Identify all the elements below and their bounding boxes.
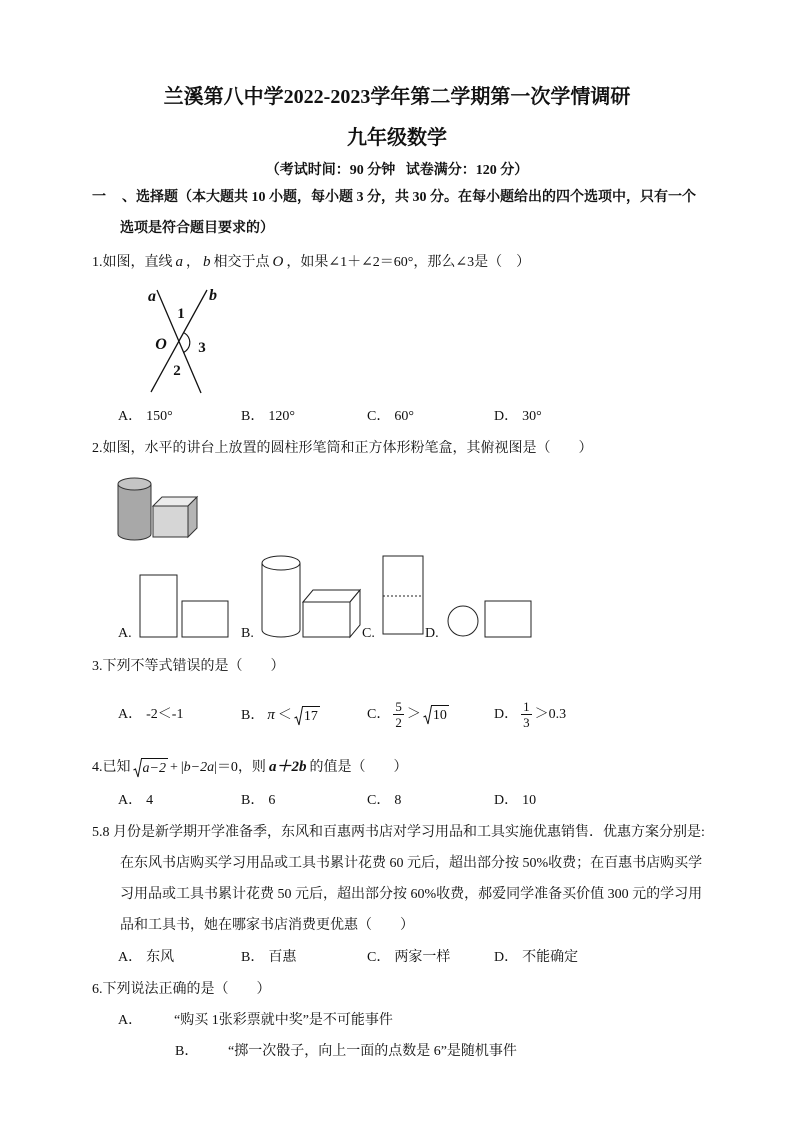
option-label: A．: [118, 793, 143, 808]
option-c-rect: [383, 556, 423, 634]
angle-3-arc: [183, 333, 190, 353]
option-label: A．: [118, 707, 143, 722]
option-b-cube-front: [303, 602, 350, 637]
cylinder-top: [118, 478, 151, 490]
option-a-wide-rect: [182, 601, 228, 637]
option-label: B．: [241, 409, 265, 424]
q1-var-o: O: [272, 254, 284, 270]
q3-option-a: [118, 697, 183, 733]
option-label: C．: [367, 793, 391, 808]
plus-sign: +: [169, 760, 178, 775]
equals-zero: ＝0: [216, 760, 238, 775]
cube-front-face: [153, 506, 188, 537]
option-label: C．: [367, 950, 391, 965]
numerator: 5: [395, 699, 402, 715]
option-label: C．: [367, 707, 391, 722]
exam-title: 兰溪第八中学2022-2023学年第二学期第一次学情调研: [163, 86, 631, 108]
q3-option-b: [241, 697, 322, 733]
option-text: 150°: [146, 409, 173, 424]
q3-stem: 3.下列不等式错误的是（ ）: [92, 659, 285, 674]
q5-stem-line2: 在东风书店购买学习用品或工具书累计花费 60 元后，超出部分按 50%收费；在百惠书店购买学: [120, 856, 703, 871]
option-text: -2＜-1: [146, 707, 184, 722]
option-label: D．: [494, 950, 519, 965]
q4-stem: [92, 749, 407, 785]
point-o-label: O: [155, 336, 167, 353]
radical-sign-icon: [423, 705, 432, 725]
denominator: 3: [523, 715, 530, 731]
q4-mid: ，则: [237, 760, 266, 775]
option-d-circle: [448, 606, 478, 636]
q1-var-b: b: [203, 254, 211, 270]
option-label: D．: [494, 707, 519, 722]
option-label: A．: [118, 950, 143, 965]
option-label: B．: [241, 708, 265, 723]
pi-symbol: π: [267, 707, 275, 723]
q4-option-c: [367, 791, 401, 811]
option-text: 两家一样: [394, 950, 451, 965]
q6-option-b-text: “掷一次骰子，向上一面的点数是 6”是随机事件: [228, 1044, 517, 1059]
option-text: 60°: [394, 409, 414, 424]
q1-option-c: [367, 407, 414, 427]
option-label: B．: [241, 793, 265, 808]
section-one-heading: [92, 188, 696, 208]
numerator: 1: [523, 699, 530, 715]
q2-option-c-label: C.: [362, 626, 375, 641]
radical-sign-icon: [294, 706, 303, 726]
q1-var-a: a: [175, 254, 183, 270]
option-b-cylinder-top: [262, 556, 300, 570]
exam-subtitle: 九年级数学: [347, 127, 447, 149]
q4-option-b: [241, 791, 275, 811]
q1-comma: ，: [186, 255, 200, 270]
option-text: 10: [522, 793, 537, 808]
q4-tail: 的值是（ ）: [309, 760, 408, 775]
q3-option-c: [367, 697, 451, 733]
radicand: 17: [303, 706, 320, 726]
option-b-cylinder-body: [262, 563, 300, 637]
q4-expression: a＋2b: [268, 759, 307, 775]
q4-lead: 4.已知: [92, 760, 131, 775]
option-text: 8: [394, 793, 402, 808]
q2-option-a-figure: [140, 575, 228, 637]
option-text: 不能确定: [522, 950, 579, 965]
q5-stem-line4: 品和工具书，她在哪家书店消费更优惠（ ）: [120, 918, 414, 933]
q2-options-figures: [130, 548, 540, 643]
abs-open: |: [180, 760, 184, 775]
cylinder-body: [118, 484, 151, 540]
option-text: 4: [146, 793, 154, 808]
radicand: 10: [432, 705, 449, 725]
sqrt-10: [423, 705, 449, 725]
sqrt-17: [294, 706, 320, 726]
label-b: b: [209, 287, 217, 304]
rhs-value: 0.3: [548, 707, 567, 722]
label-a: a: [148, 288, 156, 305]
section-number: 一: [92, 190, 106, 205]
option-a-tall-rect: [140, 575, 177, 637]
q5-stem-line3: 习用品或工具书累计花费 50 元后，超出部分按 60%收费，郝爱同学准备买价值 300 元的学习用: [120, 887, 703, 902]
section-heading-line1: 、选择题（本大题共 10 小题，每小题 3 分，共 30 分。在每小题给出的四个选项中，只有一个: [122, 190, 696, 205]
option-label: B．: [241, 950, 265, 965]
angle-3-label: 3: [198, 340, 206, 356]
option-label: A．: [118, 409, 143, 424]
option-text: 120°: [268, 409, 295, 424]
option-d-rect: [485, 601, 531, 637]
q6-option-a-text: “购买 1张彩票就中奖”是不可能事件: [174, 1013, 393, 1028]
q1-lead: 1.如图，直线: [92, 255, 173, 270]
q5-option-c: [367, 948, 450, 968]
q5-option-a: [118, 948, 174, 968]
angle-1-label: 1: [177, 306, 185, 322]
q2-option-c-figure: [383, 556, 423, 634]
q1-tail: ，如果∠1＋∠2＝60°，那么∠3是（ ）: [286, 255, 531, 270]
abs-close: |: [214, 760, 217, 775]
option-label: C．: [367, 409, 391, 424]
abs-inner: b−2a: [183, 760, 215, 775]
q1-stem: [92, 252, 530, 273]
option-text: 百惠: [268, 950, 297, 965]
q6-option-b-label: B．: [175, 1044, 199, 1059]
fraction-5-2: [393, 699, 404, 730]
option-label: D．: [494, 409, 519, 424]
fraction-1-3: [521, 699, 532, 730]
q5-option-b: [241, 948, 296, 968]
q2-cylinder-cube-figure: [115, 472, 205, 544]
q6-option-a-label: A．: [118, 1013, 143, 1028]
section-heading-line2: 选项是符合题目要求的）: [120, 221, 274, 236]
angle-2-label: 2: [173, 363, 181, 379]
q4-option-d: [494, 791, 536, 811]
q6-stem: 6.下列说法正确的是（ ）: [92, 982, 271, 997]
q5-stem-line1: 5.8 月份是新学期开学准备季，东风和百惠两书店对学习用品和工具实施优惠销售．优惠方案分别是:: [92, 825, 705, 840]
q1-mid: 相交于点: [213, 255, 270, 270]
option-text: 6: [268, 793, 276, 808]
greater-than: ＞: [406, 707, 421, 722]
q2-option-b-figure: [262, 556, 360, 637]
option-text: 东风: [146, 950, 175, 965]
q3-option-d: [494, 697, 566, 733]
q2-stem: 2.如图，水平的讲台上放置的圆柱形笔筒和正方体形粉笔盒，其俯视图是（ ）: [92, 441, 593, 456]
q2-option-a-label: A.: [118, 626, 132, 641]
q2-option-b-label: B.: [241, 626, 254, 641]
q1-option-d: [494, 407, 542, 427]
sqrt-a-minus-2: [133, 758, 168, 778]
less-than: ＜: [277, 708, 292, 723]
q2-option-d-label: D.: [425, 626, 439, 641]
q1-option-b: [241, 407, 295, 427]
q1-intersecting-lines-figure: [138, 283, 228, 398]
greater-than: ＞: [534, 707, 549, 722]
q1-option-a: [118, 407, 173, 427]
q4-option-a: [118, 791, 153, 811]
q2-option-d-figure: [448, 601, 531, 637]
exam-info: （考试时间：90 分钟 试卷满分：120 分）: [265, 163, 529, 178]
q5-option-d: [494, 948, 578, 968]
option-label: D．: [494, 793, 519, 808]
radicand: a−2: [142, 758, 168, 778]
option-text: 30°: [522, 409, 542, 424]
radical-sign-icon: [133, 758, 142, 778]
denominator: 2: [395, 715, 402, 731]
